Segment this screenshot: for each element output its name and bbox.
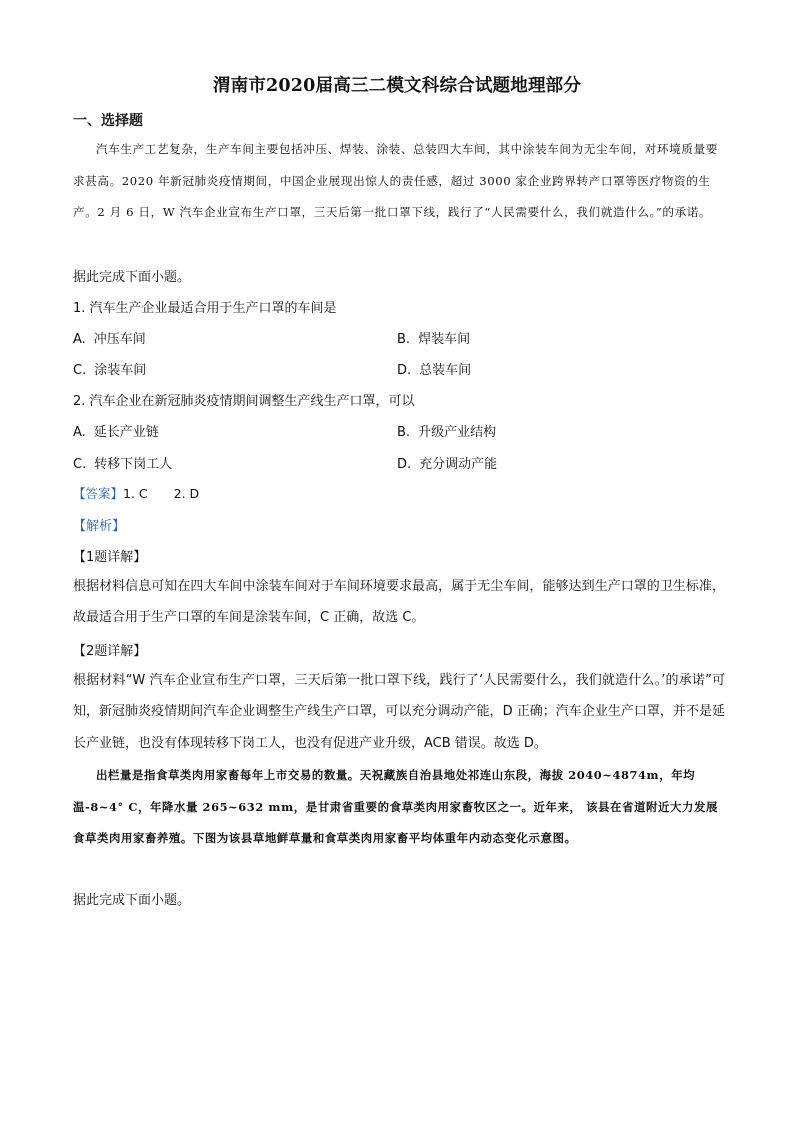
option-text: 转移下岗工人 <box>94 457 173 472</box>
question-2-stem: 2. 汽车企业在新冠肺炎疫情期间调整生产线生产口罩，可以 <box>73 394 415 409</box>
material-passage-2: 出栏量是指食草类肉用家畜每年上市交易的数量。天祝藏族自治县地处祁连山东段，海拔 2040~4874m，年均温-8~4° C，年降水量 265~632 mm，是甘肃省重要的食草类肉用家畜牧区之一。近年来， 该县在省道附近大力发展食草类肉用家畜养殖。下图为该县草地鲜草量和食草类肉用家畜平均体重年内动态变化示意图。 <box>73 768 718 845</box>
answer-line <box>73 484 199 502</box>
option-key: B. <box>397 425 411 440</box>
instruction-1: 据此完成下面小题。 <box>73 270 191 285</box>
detail-2-label: 【2题详解】 <box>73 644 147 659</box>
detail-2-text: 根据材料“W 汽车企业宣布生产口罩，三天后第一批口罩下线，践行了‘人民需要什么，我们就造什么。’的承诺”可知，新冠肺炎疫情期间汽车企业调整生产线生产口罩，可以充分调动产能，D 正确；汽车企业生产口罩，并不是延长产业链，也没有体现转移下岗工人，也没有促进产业升级，ACB 错误。故选 D。 <box>73 673 725 751</box>
detail-1-text: 根据材料信息可知在四大车间中涂装车间对于车间环境要求最高，属于无尘车间，能够达到生产口罩的卫生标准，故最适合用于生产口罩的车间是涂装车间，C 正确，故选 C。 <box>73 579 725 626</box>
material-passage-1: 汽车生产工艺复杂，生产车间主要包括冲压、焊装、涂装、总装四大车间，其中涂装车间为无尘车间，对环境质量要求甚高。2020 年新冠肺炎疫情期间，中国企业展现出惊人的责任感，超过 3000 家企业跨界转产口罩等医疗物资的生产。2 月 6 日，W 汽车企业宣布生产口罩，三天后第一批口罩下线，践行了“人民需要什么，我们就造什么。”的承诺。 <box>73 142 718 219</box>
detail-1-label: 【1题详解】 <box>73 550 147 565</box>
q2-option-c <box>73 453 172 472</box>
section-heading-choice: 一、选择题 <box>73 113 143 129</box>
answer-1: 1. C <box>123 486 148 501</box>
page-title: 渭南市2020届高三二模文科综合试题地理部分 <box>212 76 582 96</box>
option-text: 焊装车间 <box>418 332 471 347</box>
option-key: B. <box>397 332 411 347</box>
q1-option-b <box>397 328 470 347</box>
q1-option-a <box>73 328 146 347</box>
q2-option-b <box>397 421 496 440</box>
analysis-label: 【解析】 <box>73 519 126 534</box>
answer-2: 2. D <box>173 486 200 501</box>
option-key: D. <box>397 363 412 378</box>
q1-option-c <box>73 359 146 378</box>
q1-option-d <box>397 359 471 378</box>
option-text: 升级产业结构 <box>418 425 497 440</box>
option-key: A. <box>73 332 86 347</box>
option-text: 冲压车间 <box>93 332 146 347</box>
question-1-stem: 1. 汽车生产企业最适合用于生产口罩的车间是 <box>73 301 337 316</box>
option-text: 涂装车间 <box>94 363 147 378</box>
option-key: A. <box>73 425 86 440</box>
option-key: C. <box>73 457 87 472</box>
answer-label: 【答案】 <box>73 486 124 501</box>
q2-option-a <box>73 421 159 440</box>
option-text: 总装车间 <box>419 363 472 378</box>
instruction-2: 据此完成下面小题。 <box>73 893 191 908</box>
option-key: D. <box>397 457 412 472</box>
option-text: 延长产业链 <box>93 425 159 440</box>
q2-option-d <box>397 453 497 472</box>
option-text: 充分调动产能 <box>419 457 498 472</box>
option-key: C. <box>73 363 87 378</box>
